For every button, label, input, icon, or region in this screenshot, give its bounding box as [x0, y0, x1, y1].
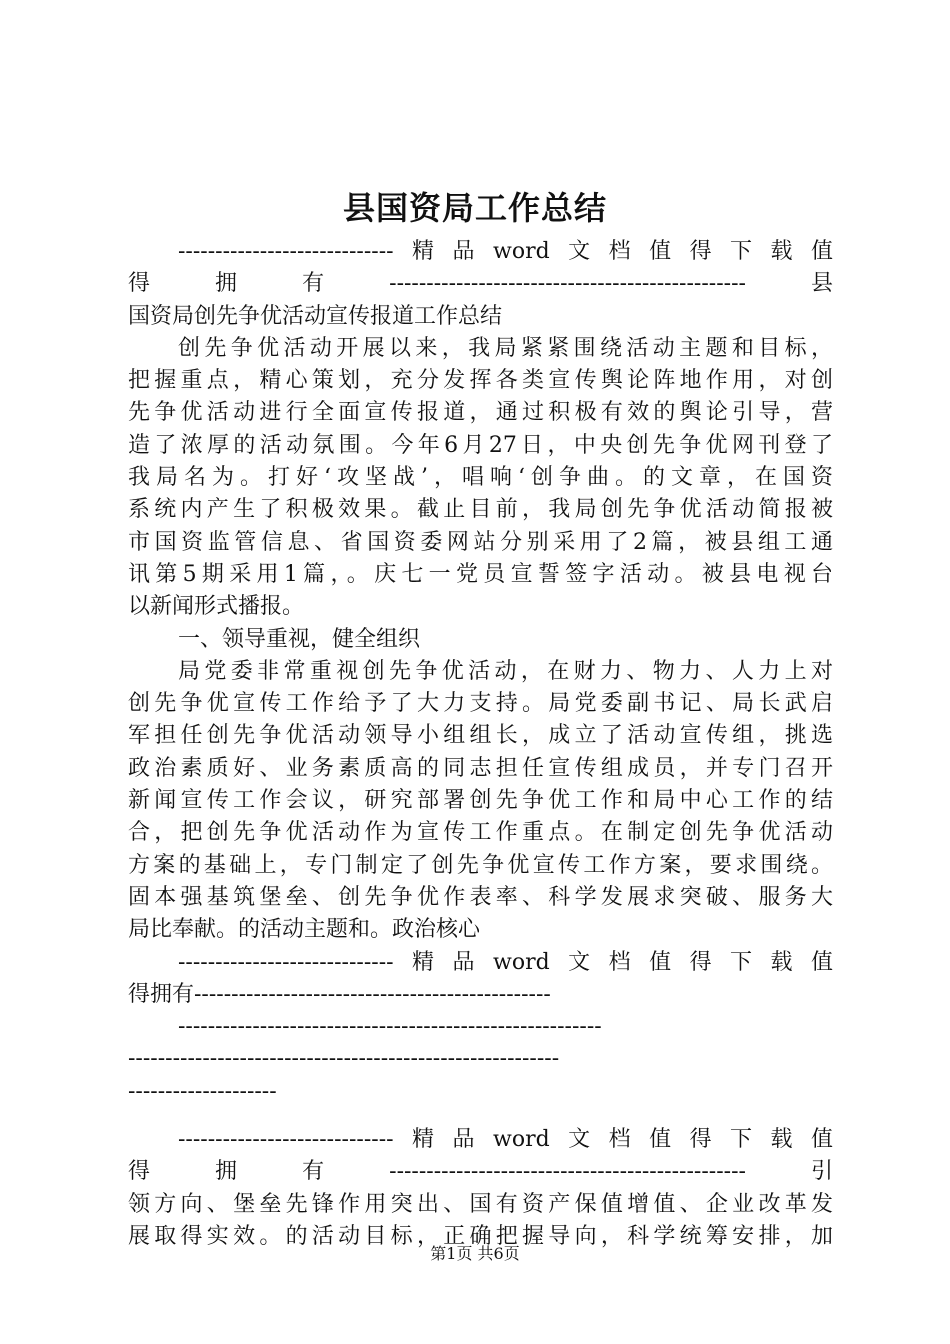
text-line: 局党委非常重视创先争优活动，在财力、物力、人力上对 [178, 658, 833, 684]
text-line: 一、领导重视，健全组织 [178, 626, 421, 652]
text-line: -------------------- [128, 1078, 277, 1104]
text-line: 造了浓厚的活动氛围。今年6月27日，中央创先争优网刊登了 [128, 432, 833, 458]
text-line: -----------------------------精品word文档值得下载值 [178, 949, 833, 975]
text-line: 得拥有------------------------------------------------县 [128, 271, 833, 297]
text-line: 系统内产生了积极效果。截止目前，我局创先争优活动简报被 [128, 497, 833, 523]
text-line: -----------------------------精品word文档值得下载值 [178, 239, 833, 264]
text-line: 国资局创先争优活动宣传报道工作总结 [128, 303, 503, 329]
text-line: -----------------------------精品word文档值得下载值 [178, 1127, 833, 1153]
text-line: 合，把创先争优活动作为宣传工作重点。在制定创先争优活动 [128, 820, 833, 846]
text-line: 局比奉献。的活动主题和。政治核心 [128, 917, 481, 943]
paragraph-gap [128, 1108, 833, 1124]
text-line: 领方向、堡垒先锋作用突出、国有资产保值增值、企业改革发 [128, 1191, 833, 1217]
text-line: 创先争优活动开展以来，我局紧紧围绕活动主题和目标， [178, 335, 833, 361]
text-line: 政治素质好、业务素质高的同志担任宣传组成员，并专门召开 [128, 755, 833, 781]
text-line: 军担任创先争优活动领导小组组长，成立了活动宣传组，挑选 [128, 723, 833, 749]
page-number: 第1页 共6页 [430, 1244, 520, 1263]
text-line: 把握重点，精心策划，充分发挥各类宣传舆论阵地作用，对创 [128, 368, 833, 394]
text-line: 市国资监管信息、省国资委网站分别采用了2篇，被县组工通 [128, 529, 833, 555]
text-line: 创先争优宣传工作给予了大力支持。局党委副书记、局长武启 [128, 691, 833, 717]
text-line: 讯第5期采用1篇，。庆七一党员宣誓签字活动。被县电视台 [128, 561, 833, 587]
text-line: 先争优活动进行全面宣传报道，通过积极有效的舆论引导，营 [128, 400, 833, 426]
text-line: --------------------------------------------------------- [178, 1014, 602, 1040]
text-line: 展取得实效。的活动目标，正确把握导向，科学统筹安排，加 [128, 1223, 833, 1249]
text-line: 新闻宣传工作会议，研究部署创先争优工作和局中心工作的结 [128, 788, 833, 814]
text-line: 得拥有------------------------------------------------引 [128, 1159, 833, 1185]
text-line: 以新闻形式播报。 [128, 594, 305, 620]
document-body [128, 236, 833, 1253]
text-line: 我局名为。打好‘攻坚战’，唱响‘创争曲。的文章，在国资 [128, 465, 833, 491]
document-title: 县国资局工作总结 [342, 189, 607, 227]
text-line: 固本强基筑堡垒、创先争优作表率、科学发展求突破、服务大 [128, 884, 833, 910]
text-line: ---------------------------------------------------------- [128, 1046, 560, 1072]
text-line: 得拥有------------------------------------------------ [128, 981, 551, 1007]
text-line: 方案的基础上，专门制定了创先争优宣传工作方案，要求围绕。 [128, 852, 833, 878]
